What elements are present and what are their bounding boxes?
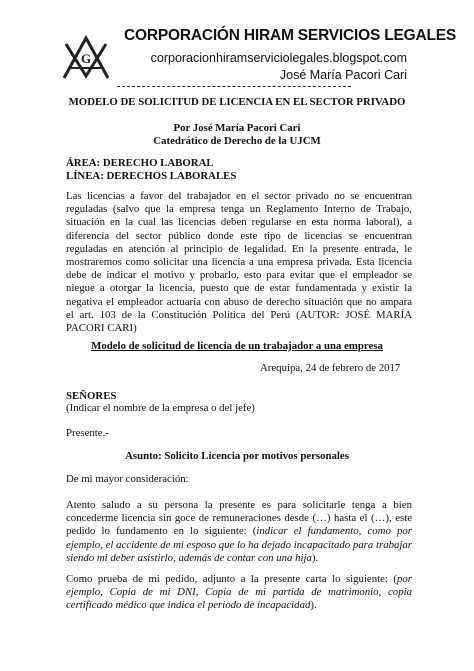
intro-paragraph: Las licencias a favor del trabajador en el sector privado no se encuentran reguladas (salvo que la empresa tenga un Reglamento Interno de Trabajo, situación en la cual las licencias deben regularse en esta norma laboral), a diferencia del sector público donde este tipo de licencias se encuentran reguladas en atención al principio de legalidad. En la presente entrada, le mostraremos como solicitar una licencia a una empresa privada. Esta licencia debe de indicar el motivo y probarlo, esto para evitar que el empleador se niegue a otorgar la licencia, puesto que de estar fundamentada y existir la negativa el empleador actuaría con abuso de derecho situación que no ampara el art. 103 de la Constitución Política del Perú (AUTOR: JOSÉ MARÍA PACORI CARI): [66, 190, 412, 335]
recipient-heading: SEÑORES: [66, 390, 117, 402]
header-divider: [117, 86, 351, 87]
document-title: MODELO DE SOLICITUD DE LICENCIA EN EL SECTOR PRIVADO: [68, 96, 406, 108]
body1-text: Atento saludo a su persona la presente es para solicitarle tenga a bien concederme licencia sin goce de remuneraciones desde (…) hasta el (…), este pedido lo fundamento en lo siguiente: (: [66, 499, 412, 538]
body2-end: ).: [310, 599, 317, 612]
header-author: José María Pacori Cari: [279, 68, 407, 82]
body2-text: Como prueba de mi pedido, adjunto a la presente carta lo siguiente: (: [66, 573, 397, 585]
body1-italic-text: indicar el fundamento, como por ejemplo, el accidente de mi esposo que lo ha dejado incapacitado para trabajar siendo mi deber asistirlo, además de contar con una hija: [66, 525, 413, 564]
presente-line: Presente.-: [66, 427, 109, 439]
subject-line: Asunto: Solicito Licencia por motivos personales: [125, 450, 349, 462]
square-compass-icon: [60, 34, 112, 82]
letter-date: Arequipa, 24 de febrero de 2017: [260, 362, 401, 374]
recipient-hint: (Indicar el nombre de la empresa o del jefe): [66, 402, 255, 414]
role-line: Catedrático de Derecho de la UJCM: [153, 135, 321, 147]
header-title: CORPORACIÓN HIRAM SERVICIOS LEGALES: [124, 27, 457, 44]
line-line: LÍNEA: DERECHOS LABORALES: [66, 170, 237, 182]
author-line: Por José María Pacori Cari: [173, 122, 301, 134]
body-paragraph-1: [66, 499, 412, 565]
header-blog[interactable]: corporacionhiramserviciolegales.blogspot.com: [150, 51, 407, 65]
body1-end: ).: [311, 551, 319, 564]
body2-italic-text: por ejemplo, Copia de mi DNI, Copia de mi partida de matrimonio, copia certificado médico que indica el periodo de incapacidad: [66, 573, 412, 612]
body-paragraph-2: [66, 573, 412, 613]
salutation: De mi mayor consideración:: [66, 473, 189, 485]
logo-letter: G: [80, 51, 92, 66]
model-title: Modelo de solicitud de licencia de un trabajador a una empresa: [91, 340, 383, 352]
area-line: ÁREA: DERECHO LABORAL: [66, 157, 214, 169]
